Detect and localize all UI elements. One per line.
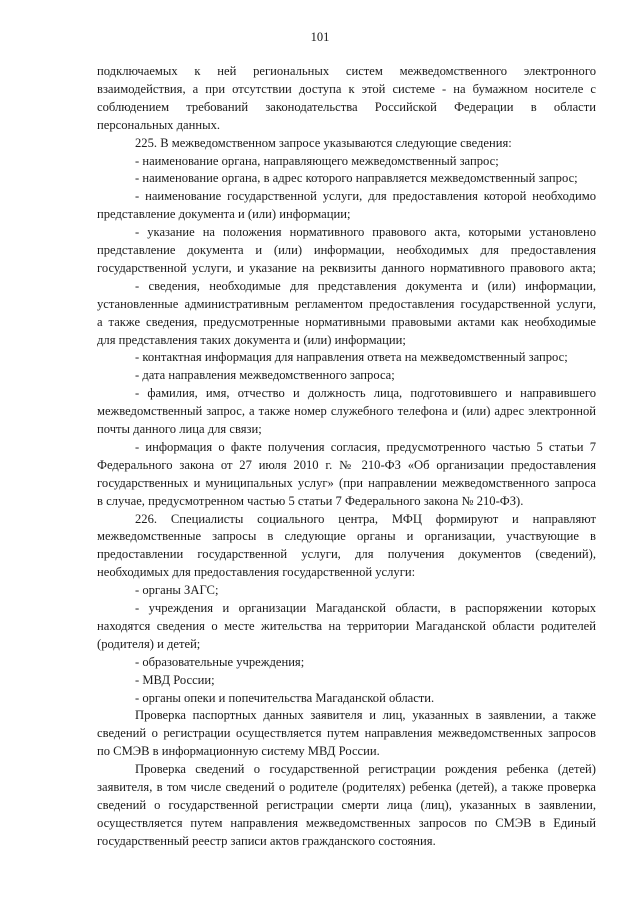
text-line: осуществляется путем направления межведомственных запросов по СМЭВ в Единый — [97, 815, 596, 830]
text-line: установленные административным регламентом предоставления государственной услуги, — [97, 296, 596, 311]
text-line: заявителя, в том числе сведений о родителе (родителях) ребенка (детей), а также проверка — [97, 780, 596, 794]
text-line: - информация о факте получения согласия, предусмотренного частью 5 статьи 7 — [135, 439, 596, 454]
text-line: 226. Специалисты социального центра, МФЦ формируют и направляют — [135, 511, 596, 526]
page-number: 101 — [310, 30, 330, 44]
text-line: государственный реестр записи актов гражданского состояния. — [97, 833, 436, 848]
text-line: соблюдением требований законодательства Российской Федерации в области — [97, 99, 596, 114]
text-line: - наименование органа, направляющего межведомственный запрос; — [135, 153, 499, 168]
text-line: - органы ЗАГС; — [135, 583, 219, 598]
text-line: представление документа и (или) информации; — [97, 207, 351, 222]
text-line: Проверка сведений о государственной регистрации рождения ребенка (детей) — [135, 762, 596, 777]
text-line: представление документа и (или) информации, необходимых для предоставления — [97, 243, 596, 257]
text-line: сведений о государственной регистрации смерти лица (лиц), указанных в заявлении, — [97, 797, 596, 812]
text-line: - указание на положения нормативного правового акта, которыми установлено — [135, 225, 596, 240]
text-line: взаимодействия, а при отсутствии доступа к этой системе - на бумажном носителе с — [97, 81, 596, 96]
text-line: - наименование органа, в адрес которого направляется межведомственный запрос; — [135, 171, 578, 186]
text-line: подключаемых к ней региональных систем межведомственного электронного — [97, 64, 596, 78]
text-line: (родителя) и детей; — [97, 636, 201, 651]
text-line: межведомственный запрос, а также номер служебного телефона и (или) адрес электронной — [97, 404, 596, 419]
text-line: - учреждения и организации Магаданской области, в распоряжении которых — [135, 601, 596, 615]
text-line: необходимых для предоставления государственной услуги: — [97, 565, 416, 580]
text-line: сведений о регистрации осуществляется путем направления межведомственных запросов — [97, 726, 596, 741]
text-line: - МВД России; — [135, 672, 215, 687]
text-line: почты данного лица для связи; — [97, 422, 262, 436]
text-line: межведомственные запросы в следующие органы и организации, участвующие в — [97, 529, 596, 544]
text-line: - фамилия, имя, отчество и должность лица, подготовившего и направившего — [135, 386, 596, 401]
text-line: персональных данных. — [97, 117, 221, 132]
text-line: а также сведения, предусмотренные нормативными правовыми актами как необходимые — [97, 314, 596, 329]
text-line: государственных и муниципальных услуг» (при направлении межведомственного запроса — [97, 475, 596, 490]
text-line: находятся сведения о месте жительства на территории Магаданской области родителей — [97, 618, 596, 633]
text-line: Федерального закона от 27 июля 2010 г. № 210-ФЗ «Об организации предоставления — [97, 457, 596, 472]
text-line: в случае, предусмотренном частью 5 статьи 7 Федерального закона № 210-ФЗ). — [97, 493, 524, 508]
text-line: - контактная информация для направления ответа на межведомственный запрос; — [135, 350, 568, 365]
text-line: - сведения, необходимые для представления документа и (или) информации, — [135, 278, 596, 293]
text-line: - органы опеки и попечительства Магаданской области. — [135, 690, 435, 705]
text-line: - наименование государственной услуги, для предоставления которой необходимо — [135, 189, 596, 204]
text-line: государственной услуги, и указание на реквизиты данного нормативного правового акта; — [97, 260, 596, 275]
text-line: Проверка паспортных данных заявителя и лиц, указанных в заявлении, а также — [135, 708, 596, 723]
text-line: по СМЭВ в информационную систему МВД России. — [97, 744, 380, 759]
text-line: - дата направления межведомственного запроса; — [135, 368, 395, 383]
text-line: 225. В межведомственном запросе указываются следующие сведения: — [135, 135, 512, 150]
text-line: для представления таких документа и (или) информации; — [97, 332, 406, 347]
text-line: предоставлении государственной услуги, для получения документов (сведений), — [97, 547, 596, 562]
text-line: - образовательные учреждения; — [135, 654, 305, 669]
